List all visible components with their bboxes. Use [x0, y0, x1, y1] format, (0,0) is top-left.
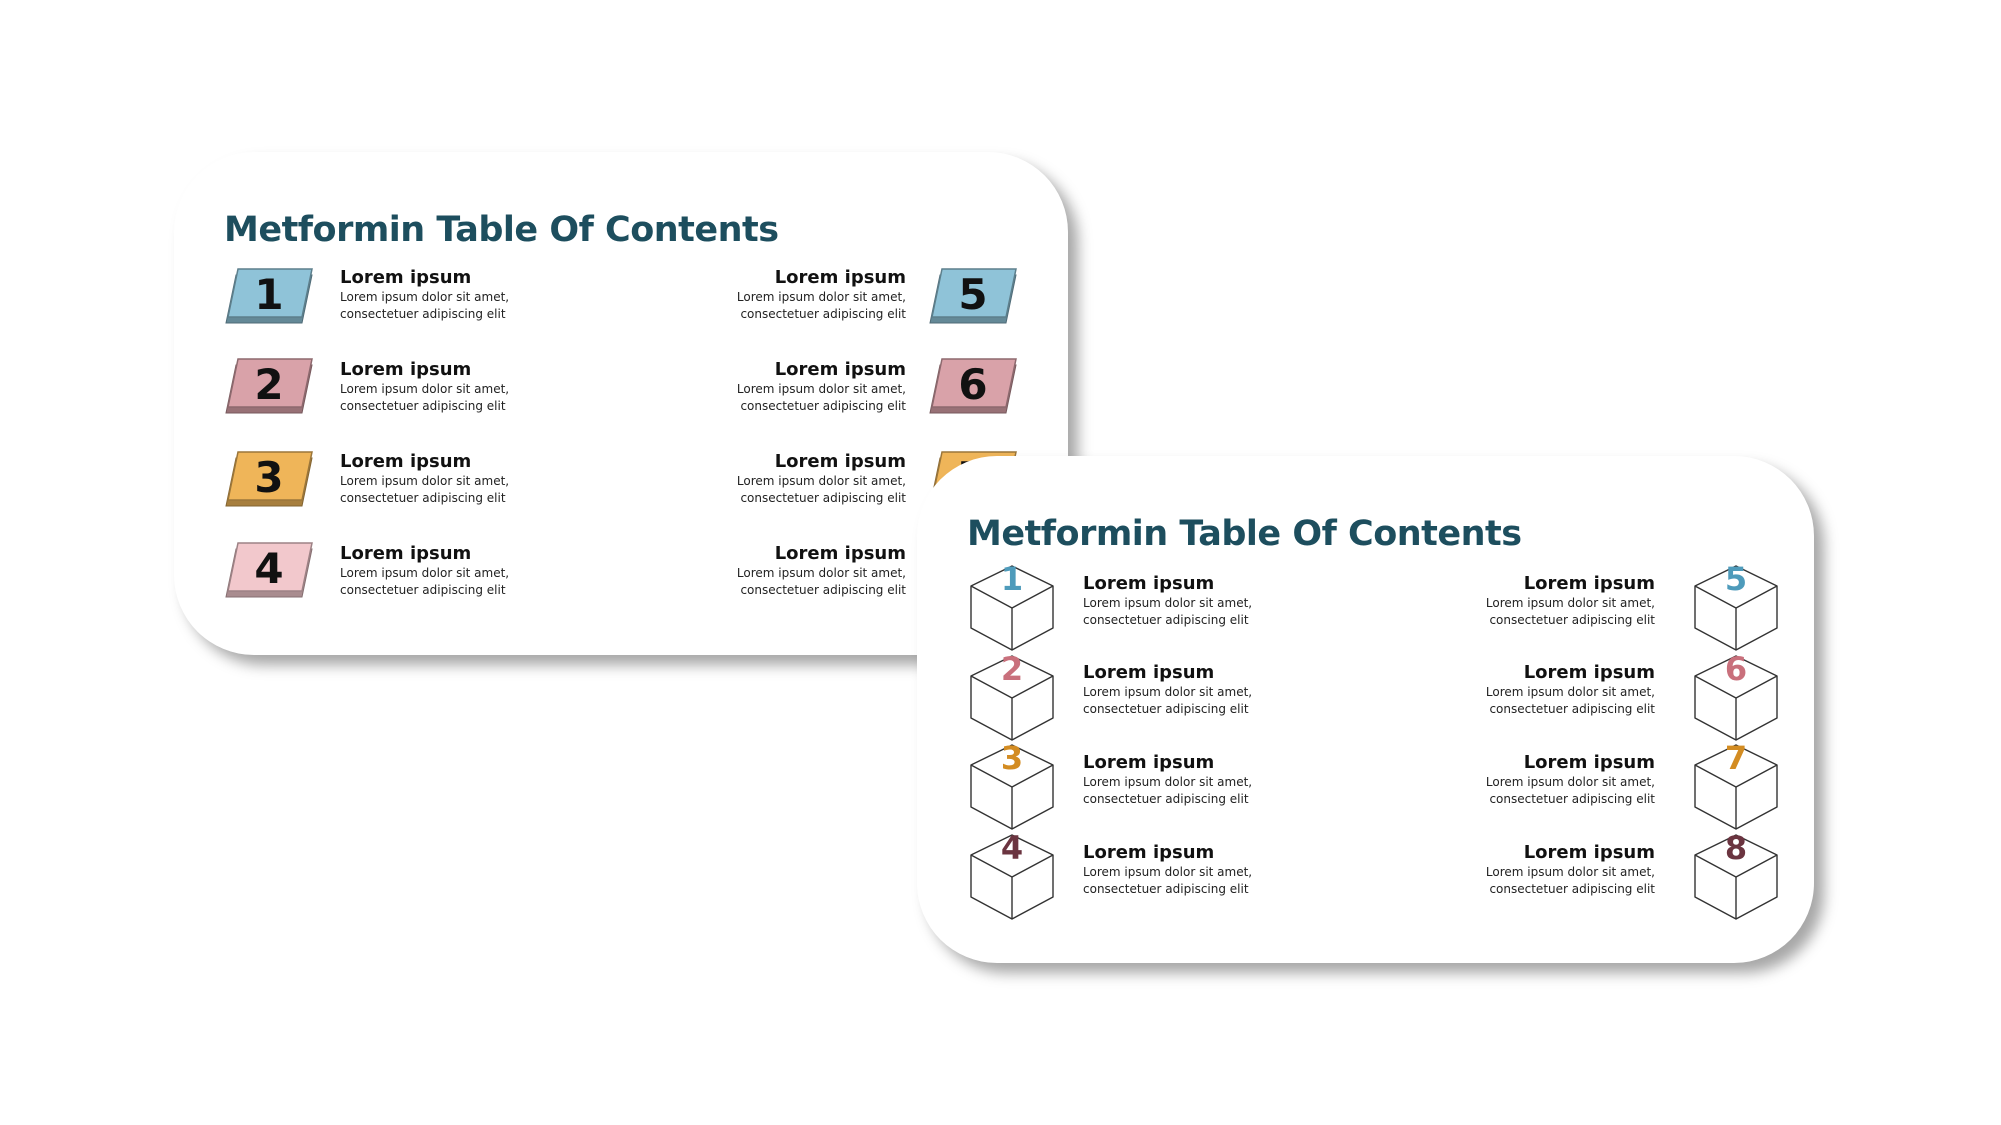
number-cube-3: [967, 739, 1057, 831]
badge-number: 6: [958, 360, 988, 409]
item-description: Lorem ipsum dolor sit amet, consectetuer adipiscing elit: [340, 382, 510, 413]
cube-number: 5: [1724, 560, 1748, 598]
item-description: Lorem ipsum dolor sit amet, consectetuer adipiscing elit: [1485, 596, 1655, 627]
number-badge-6: [928, 357, 1018, 417]
item-description: Lorem ipsum dolor sit amet, consectetuer adipiscing elit: [340, 474, 510, 505]
item-heading: Lorem ipsum: [340, 543, 472, 564]
list-item: [1083, 662, 1313, 718]
list-item: [1425, 662, 1655, 718]
item-heading: Lorem ipsum: [1523, 752, 1655, 773]
cube-number: 6: [1724, 650, 1748, 688]
item-description: Lorem ipsum dolor sit amet, consectetuer adipiscing elit: [736, 382, 906, 413]
item-description: Lorem ipsum dolor sit amet, consectetuer adipiscing elit: [1485, 685, 1655, 716]
cube-number: 2: [1000, 650, 1024, 688]
list-item: [1425, 752, 1655, 808]
list-item: [340, 359, 570, 415]
cube-number: 8: [1724, 829, 1748, 867]
item-heading: Lorem ipsum: [1523, 662, 1655, 683]
item-description: Lorem ipsum dolor sit amet, consectetuer adipiscing elit: [736, 290, 906, 321]
item-heading: Lorem ipsum: [340, 267, 472, 288]
item-description: Lorem ipsum dolor sit amet, consectetuer adipiscing elit: [1083, 865, 1253, 896]
item-heading: Lorem ipsum: [774, 359, 906, 380]
list-item: [1425, 573, 1655, 629]
list-item: [676, 359, 906, 415]
item-heading: Lorem ipsum: [774, 543, 906, 564]
item-heading: Lorem ipsum: [340, 359, 472, 380]
number-badge-5: [928, 267, 1018, 327]
item-heading: Lorem ipsum: [340, 451, 472, 472]
item-heading: Lorem ipsum: [774, 451, 906, 472]
number-cube-4: [967, 829, 1057, 921]
list-item: [340, 267, 570, 323]
item-description: Lorem ipsum dolor sit amet, consectetuer adipiscing elit: [1485, 865, 1655, 896]
number-cube-2: [967, 650, 1057, 742]
cube-number: 7: [1724, 739, 1748, 777]
badge-number: 3: [254, 453, 284, 502]
number-badge-2: [224, 357, 314, 417]
list-item: [676, 543, 906, 599]
cube-number: 1: [1000, 560, 1024, 598]
cube-number: 4: [1000, 829, 1024, 867]
cube-number: 3: [1000, 739, 1024, 777]
slide-title: Metformin Table Of Contents: [967, 514, 1522, 554]
item-description: Lorem ipsum dolor sit amet, consectetuer adipiscing elit: [1083, 596, 1253, 627]
list-item: [676, 267, 906, 323]
item-heading: Lorem ipsum: [1083, 662, 1215, 683]
item-description: Lorem ipsum dolor sit amet, consectetuer adipiscing elit: [1083, 685, 1253, 716]
item-heading: Lorem ipsum: [1523, 842, 1655, 863]
item-heading: Lorem ipsum: [774, 267, 906, 288]
number-cube-5: [1691, 560, 1781, 652]
number-cube-7: [1691, 739, 1781, 831]
number-badge-1: [224, 267, 314, 327]
number-badge-4: [224, 541, 314, 601]
badge-number: 1: [254, 270, 284, 319]
list-item: [340, 451, 570, 507]
list-item: [1083, 752, 1313, 808]
badge-number: 4: [254, 544, 284, 593]
number-cube-8: [1691, 829, 1781, 921]
list-item: [1083, 573, 1313, 629]
item-description: Lorem ipsum dolor sit amet, consectetuer adipiscing elit: [1485, 775, 1655, 806]
badge-number: 2: [254, 360, 284, 409]
item-heading: Lorem ipsum: [1523, 573, 1655, 594]
item-heading: Lorem ipsum: [1083, 752, 1215, 773]
slide-front: [917, 456, 1814, 963]
item-description: Lorem ipsum dolor sit amet, consectetuer adipiscing elit: [736, 474, 906, 505]
slide-title: Metformin Table Of Contents: [224, 210, 779, 250]
list-item: [1083, 842, 1313, 898]
list-item: [340, 543, 570, 599]
item-description: Lorem ipsum dolor sit amet, consectetuer adipiscing elit: [340, 290, 510, 321]
item-description: Lorem ipsum dolor sit amet, consectetuer adipiscing elit: [736, 566, 906, 597]
list-item: [676, 451, 906, 507]
item-description: Lorem ipsum dolor sit amet, consectetuer adipiscing elit: [340, 566, 510, 597]
item-description: Lorem ipsum dolor sit amet, consectetuer adipiscing elit: [1083, 775, 1253, 806]
item-heading: Lorem ipsum: [1083, 573, 1215, 594]
item-heading: Lorem ipsum: [1083, 842, 1215, 863]
list-item: [1425, 842, 1655, 898]
number-cube-6: [1691, 650, 1781, 742]
number-cube-1: [967, 560, 1057, 652]
number-badge-3: [224, 450, 314, 510]
badge-number: 5: [958, 270, 988, 319]
